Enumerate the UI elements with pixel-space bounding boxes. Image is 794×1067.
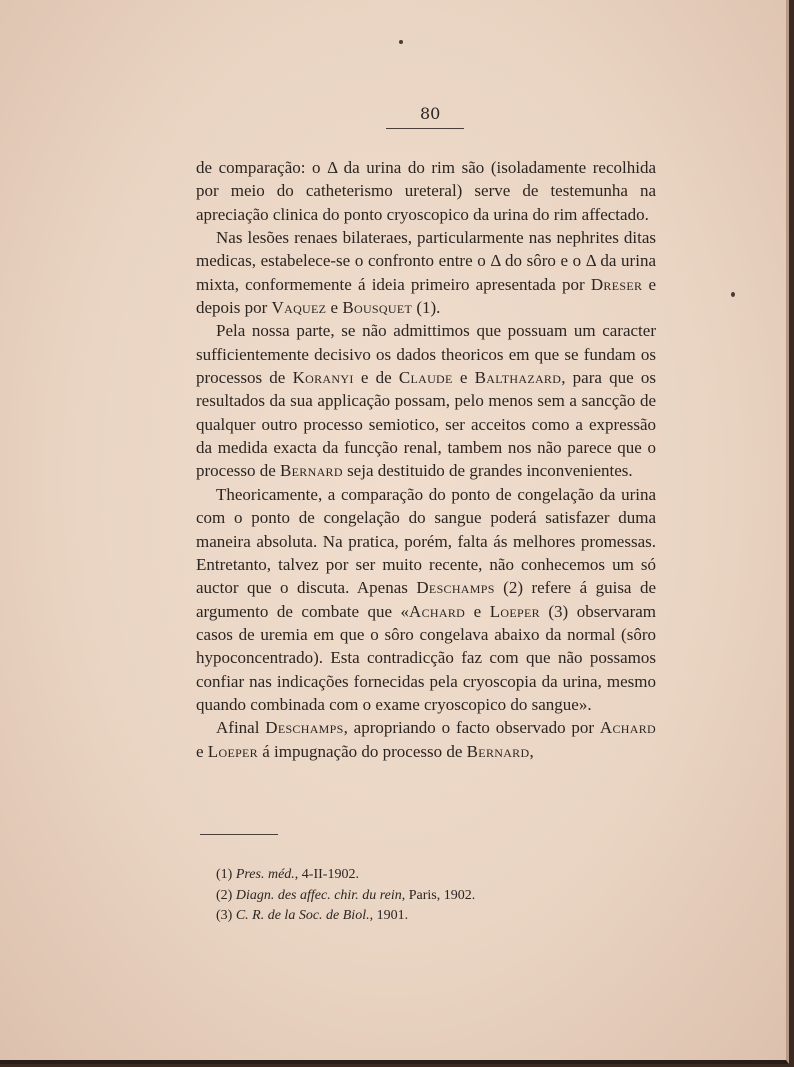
footnote xyxy=(216,865,656,886)
author-name: Bousquet xyxy=(342,298,413,318)
text-run: (1). xyxy=(412,298,441,318)
text-run: , xyxy=(529,741,534,761)
text-run: e xyxy=(326,298,343,318)
text-run: seja destituido de grandes inconvenientes. xyxy=(342,461,633,481)
text-run: e depois por xyxy=(196,274,656,318)
text-run: Pela nossa parte, se não admittimos que possuam um caracter sufficientemente decisivo os dados theoricos em que se fundam os processos de xyxy=(196,321,656,388)
text-run: Nas lesões renaes bilateraes, particularmente nas nephrites ditas medicas, estabelece-se o confronto entre o Δ do sôro e o Δ da urina mixta, conformemente á ideia primeiro apresentada por xyxy=(196,228,656,294)
author-name: Claude xyxy=(398,368,453,388)
text-run: e xyxy=(465,601,490,621)
author-name: Loeper xyxy=(207,741,258,761)
footnote-details: , 1901. xyxy=(369,908,409,923)
footnote-details: , 4-II-1902. xyxy=(294,867,359,882)
footnote-details: , Paris, 1902. xyxy=(401,887,476,903)
footnote-source: Pres. méd. xyxy=(235,867,295,882)
paragraph xyxy=(196,226,656,319)
author-name: Vaquez xyxy=(271,298,327,318)
author-name: Bernard xyxy=(280,461,343,481)
text-run: (3) observaram casos de uremia em que o sôro congelava abaixo da normal (sôro hypoconcentrado). Esta contradicção faz com que não possamos confiar nas indicações fornecidas pela cryoscopia da urina, mesmo quando combinada com o exame cryoscopico do sangue». xyxy=(196,601,656,714)
author-name: Achard xyxy=(409,601,466,621)
footnote-number: (3) xyxy=(216,908,233,923)
text-run: e de xyxy=(353,368,399,388)
author-name: Bernard xyxy=(466,741,530,761)
footnote-number: (2) xyxy=(216,887,233,903)
footnote xyxy=(216,886,656,907)
author-name: Deschamps xyxy=(416,578,495,598)
footnote-number: (1) xyxy=(216,867,233,882)
paper-speck xyxy=(731,292,735,297)
author-name: Dreser xyxy=(590,274,643,294)
footnote-source: C. R. de la Soc. de Biol. xyxy=(235,908,370,923)
footnote xyxy=(216,906,656,927)
paragraph xyxy=(196,319,656,482)
text-run: Afinal xyxy=(216,718,266,738)
body-text xyxy=(196,156,656,763)
paper-speck xyxy=(399,40,403,44)
author-name: Achard xyxy=(599,718,656,738)
text-run: á impugnação do processo de xyxy=(258,741,467,761)
paragraph xyxy=(196,483,656,716)
header-rule xyxy=(386,128,464,129)
text-run: e xyxy=(196,741,208,761)
author-name: Koranyi xyxy=(292,368,354,388)
text-run: , para que os resultados da sua applicação possam, pelo menos sem a sancção de qualquer outro processo semiotico, ser acceitos como a expressão da medida exacta da funcção renal, tambem nos não parece que o processo de xyxy=(196,368,656,481)
author-name: Balthazard xyxy=(474,368,562,388)
text-run: , apropriando o facto observado por xyxy=(343,718,600,738)
paragraph xyxy=(196,716,656,763)
author-name: Loeper xyxy=(489,601,540,621)
text-run: e xyxy=(452,368,475,388)
page-number: 80 xyxy=(420,104,441,123)
footnotes xyxy=(216,865,656,927)
text-run: Theoricamente, a comparação do ponto de congelação da urina com o ponto de congelação do sangue poderá satisfazer duma maneira absoluta. Na pratica, porém, falta ás melhores promessas. Entretanto, talvez por ser muito recente, não conhecemos um só auctor que o discuta. Apenas xyxy=(196,484,656,598)
paragraph: de comparação: o Δ da urina do rim são (isoladamente recolhida por meio do catheterismo ureteral) serve de testemunha na apreciação clinica do ponto cryoscopico da urina do rim affectado. xyxy=(196,158,656,224)
text-run: (2) refere á guisa de argumento de combate que « xyxy=(196,578,657,621)
footnote-source: Diagn. des affec. chir. du rein xyxy=(235,887,402,903)
author-name: Deschamps xyxy=(265,718,344,738)
footnote-rule xyxy=(200,834,278,835)
